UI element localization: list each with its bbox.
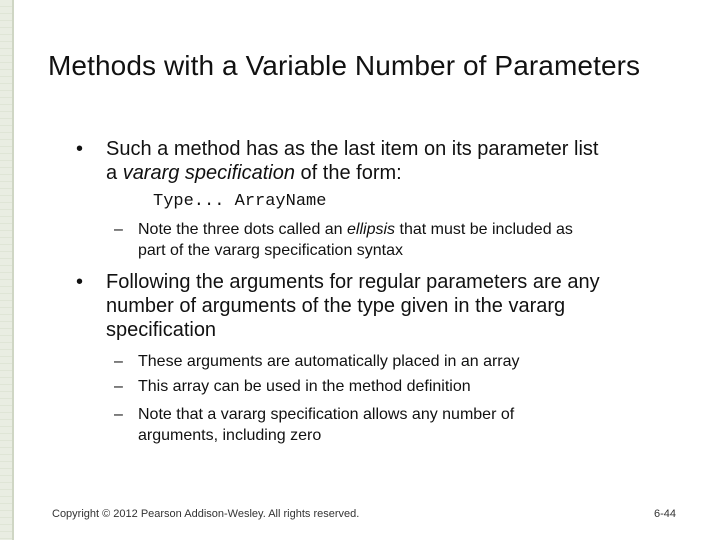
text-fragment: that must be included as [395,221,573,238]
subbullet-text [138,404,514,446]
bullet-line: number of arguments of the type given in the vararg [106,295,566,317]
bullet-text [106,137,598,185]
decorative-left-stripe [0,0,12,540]
subbullet-marker: – [114,221,123,238]
subbullet-line: Note that a vararg specification allows any number of [138,406,515,423]
code-syntax: Type... ArrayName [153,192,327,211]
emphasis-text: ellipsis [347,221,396,238]
bullet-vararg-definition [76,137,676,187]
subbullet-line: part of the vararg specification syntax [138,242,404,259]
bullet-line: Following the arguments for regular parameters are any [106,271,600,293]
emphasis-text: vararg specification [122,162,295,184]
subbullet-text [138,219,573,261]
bullet-text [106,270,600,342]
subbullet-ellipsis-note [114,219,674,263]
copyright-footer: Copyright © 2012 Pearson Addison-Wesley. All rights reserved. [52,508,360,520]
subbullet-array-placement [114,351,674,373]
bullet-line [106,161,598,185]
subbullet-text [138,351,520,372]
page-number: 6-44 [653,508,676,520]
subbullet-marker: – [114,378,123,395]
bullet-line: specification [106,319,217,341]
subbullet-line: This array can be used in the method definition [138,378,471,395]
text-fragment: Note the three dots called an [138,221,348,238]
subbullet-line: These arguments are automatically placed in an array [138,353,520,370]
decorative-left-border [12,0,14,540]
subbullet-marker: – [114,406,123,423]
subbullet-line: arguments, including zero [138,427,322,444]
bullet-following-arguments [76,270,676,346]
text-fragment: a [106,162,123,184]
bullet-marker: • [76,271,84,293]
bullet-marker: • [76,138,84,160]
bullet-line: Such a method has as the last item on its parameter list [106,138,599,160]
slide-title: Methods with a Variable Number of Parameters [48,50,641,81]
subbullet-marker: – [114,353,123,370]
subbullet-line [138,219,573,240]
subbullet-text [138,376,471,397]
subbullet-any-number [114,404,674,448]
text-fragment: of the form: [295,162,402,184]
subbullet-array-usage [114,376,674,398]
